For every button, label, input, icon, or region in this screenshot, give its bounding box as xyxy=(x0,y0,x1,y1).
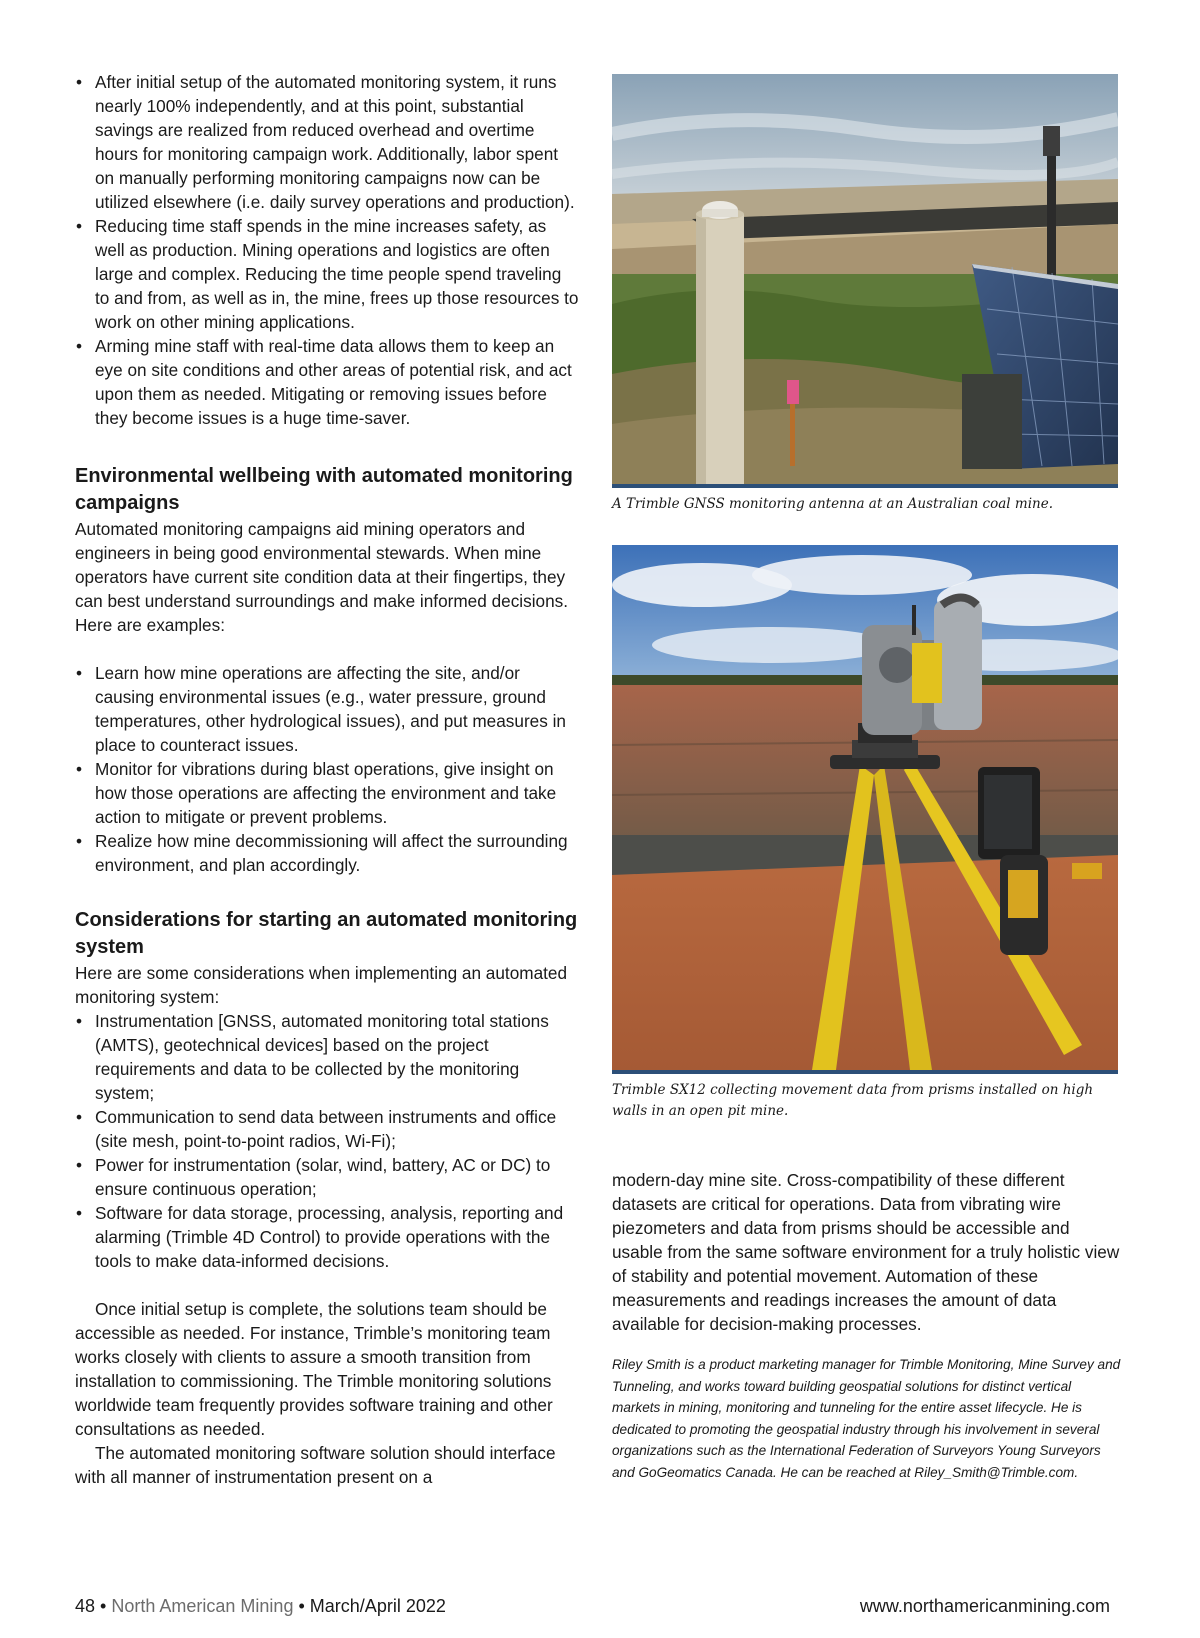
photo-sx12-tripod xyxy=(612,545,1118,1074)
environmental-list xyxy=(75,661,580,877)
paragraph-continued: modern-day mine site. Cross-compatibility of these different datasets are critical for operations. Data from vibrating wire piezometers and data from prisms should be accessible and usable from the same software environment for a truly holistic view of stability and potential movement. Automation of these measurements and readings increases the amount of data available for decision-making processes. xyxy=(612,1170,1120,1334)
paragraph: Automated monitoring campaigns aid mining operators and engineers in being good environmental stewards. When mine operators have current site condition data at their fingertips, they can best understand surroundings and make informed decisions. Here are examples: xyxy=(75,519,568,635)
section-heading-considerations: Considerations for starting an automated monitoring system xyxy=(75,909,578,958)
paragraph: Once initial setup is complete, the solutions team should be accessible as needed. For instance, Trimble’s monitoring team works closely with clients to assure a smooth transition from installation to commissioning. The Trimble monitoring solutions worldwide team frequently provides software training and other consultations as needed. xyxy=(75,1299,553,1439)
list-item: • Monitor for vibrations during blast operations, give insight on how those operations are affecting the environment and take action to mitigate or prevent problems. xyxy=(75,757,580,829)
paragraph: The automated monitoring software solution should interface with all manner of instrumentation present on a xyxy=(75,1443,556,1487)
list-item: • After initial setup of the automated monitoring system, it runs nearly 100% independently, and at this point, substantial savings are realized from reduced overhead and overtime hours for monitoring campaign work. Additionally, labor spent on manually performing monitoring campaigns now can be utilized elsewhere (i.e. daily survey operations and production). xyxy=(75,70,580,214)
left-column xyxy=(75,70,580,1489)
considerations-list xyxy=(75,1009,580,1273)
issue-date: March/April 2022 xyxy=(309,1596,446,1616)
right-column xyxy=(612,74,1122,1483)
paragraph: Here are some considerations when implementing an automated monitoring system: xyxy=(75,963,568,1007)
list-item: • Instrumentation [GNSS, automated monitoring total stations (AMTS), geotechnical devices] based on the project requirements and data to be collected by the monitoring system; xyxy=(75,1009,580,1105)
publication-name: North American Mining xyxy=(111,1596,294,1616)
footer-left xyxy=(75,1594,446,1618)
list-item: • Power for instrumentation (solar, wind, battery, AC or DC) to ensure continuous operation; xyxy=(75,1153,580,1201)
list-item: • Arming mine staff with real-time data allows them to keep an eye on site conditions and other areas of potential risk, and act upon them as needed. Mitigating or removing issues before they become issues is a huge time-saver. xyxy=(75,334,580,430)
gnss-antenna-illustration xyxy=(612,74,1118,484)
photo1-caption: A Trimble GNSS monitoring antenna at an Australian coal mine. xyxy=(612,496,1053,512)
footer-website[interactable]: www.northamericanmining.com xyxy=(859,1596,1110,1616)
footer-separator: • xyxy=(298,1596,305,1616)
list-item: • Communication to send data between instruments and office (site mesh, point-to-point radios, Wi-Fi); xyxy=(75,1105,580,1153)
page-number: 48 xyxy=(75,1596,96,1616)
section-heading-environmental: Environmental wellbeing with automated monitoring campaigns xyxy=(75,465,573,514)
list-item: • Learn how mine operations are affecting the site, and/or causing environmental issues (e.g., water pressure, ground temperatures, other hydrological issues), and put measures in place to counteract issues. xyxy=(75,661,580,757)
sx12-tripod-illustration xyxy=(612,545,1118,1070)
author-bio: Riley Smith is a product marketing manager for Trimble Monitoring, Mine Survey and Tunneling, and works toward building geospatial solutions for distinct vertical markets in mining, monitoring and tunneling for the entire asset lifecycle. He is dedicated to promoting the geospatial industry through his involvement in several organizations such as the International Federation of Surveyors Young Surveyors and GoGeomatics Canada. He can be reached at Riley_Smith@Trimble.com. xyxy=(612,1357,1121,1480)
benefits-list xyxy=(75,70,580,430)
list-item: • Software for data storage, processing, analysis, reporting and alarming (Trimble 4D Control) to provide operations with the tools to make data-informed decisions. xyxy=(75,1201,580,1273)
photo2-caption: Trimble SX12 collecting movement data from prisms installed on high walls in an open pit mine. xyxy=(612,1082,1094,1119)
list-item: • Reducing time staff spends in the mine increases safety, as well as production. Mining operations and logistics are often large and complex. Reducing the time people spend traveling to and from, as well as in, the mine, frees up those resources to work on other mining applications. xyxy=(75,214,580,334)
photo-gnss-antenna xyxy=(612,74,1118,488)
footer-separator: • xyxy=(100,1596,107,1616)
list-item: • Realize how mine decommissioning will affect the surrounding environment, and plan accordingly. xyxy=(75,829,580,877)
